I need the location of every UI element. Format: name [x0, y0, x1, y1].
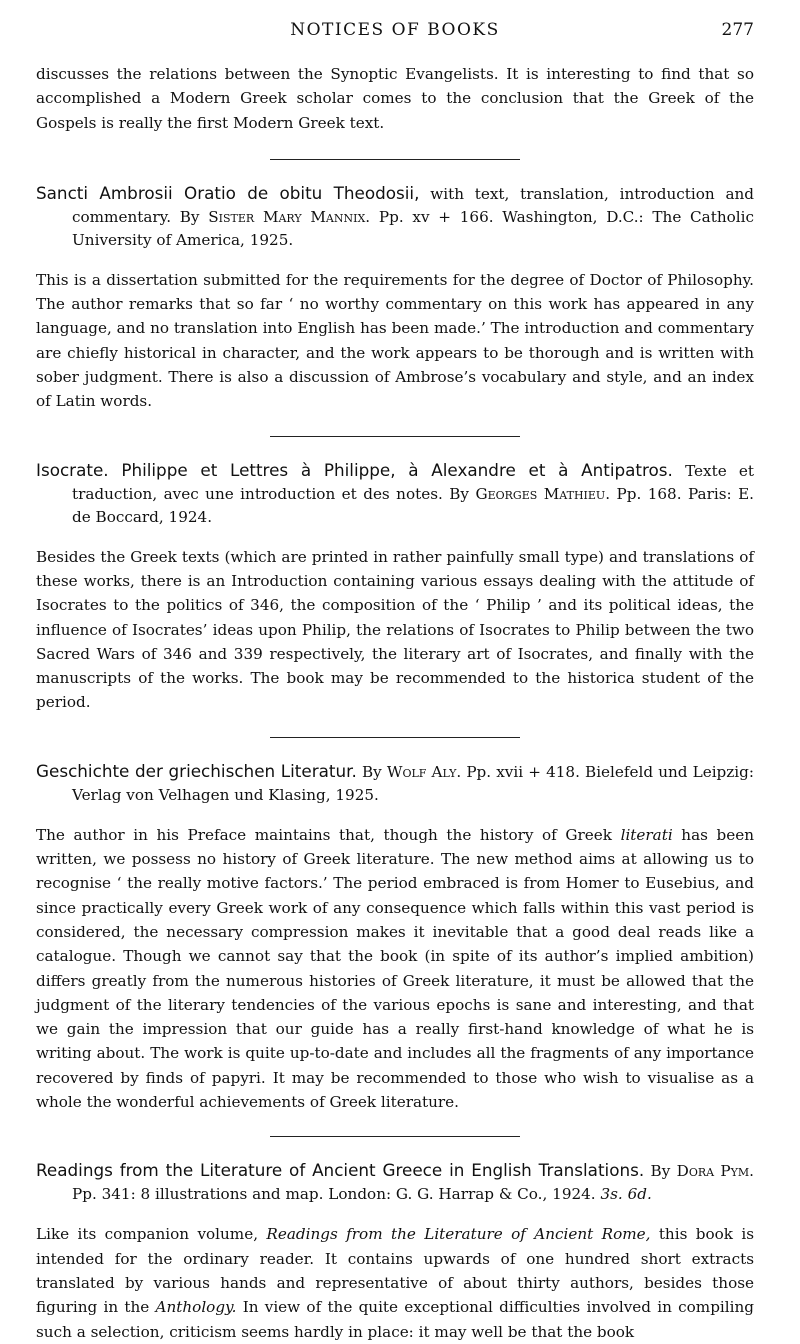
book-citation [36, 182, 754, 252]
book-notice [36, 459, 754, 715]
book-citation [36, 1159, 754, 1206]
review-text: The author in his Preface maintains that, though the history of Greek [36, 825, 621, 844]
page-number: 277 [721, 20, 754, 40]
review-text: this book is intended for the ordinary reader. It contains upwards of one hundred short extracts translated by various hands and representative of about thirty authors, besides those figuring in the [36, 1225, 755, 1317]
running-title: NOTICES OF BOOKS [290, 20, 500, 40]
section-divider [270, 436, 520, 437]
book-title: Geschichte der griechischen Literatur. [36, 760, 357, 781]
book-details: Pp. 341: 8 illustrations and map. London: G. G. Harrap & Co., 1924. [72, 1185, 601, 1204]
book-review: Besides the Greek texts (which are printed in rather painfully small type) and translations of these works, there is an Introduction containing various essays dealing with the attitude of Isocrates to the politics of 346, the composition of the ‘ Philip ’ and its political ideas, the influence of Isocrates’ ideas upon Philip, the relations of Isocrates to Philip between the two Sacred Wars of 346 and 339 respectively, the literary art of Isocrates, and finally with the manuscripts of the works. The book may be recommended to the historica student of the period. [36, 547, 754, 712]
book-details: Pp. xv + 166. Washington, D.C.: The Catholic University of America, 1925. [72, 207, 754, 249]
review-italic: Anthology. [155, 1298, 237, 1317]
book-author: Wolf Aly. [386, 762, 462, 781]
book-notice [36, 182, 754, 414]
review-text: Like its companion volume, [36, 1225, 267, 1244]
review-italic: literati [620, 825, 673, 844]
page [36, 18, 754, 1344]
book-details: Pp. xvii + 418. Bielefeld und Leipzig: Verlag von Velhagen und Klasing, 1925. [72, 762, 754, 804]
section-divider [270, 1136, 520, 1137]
book-author: Dora Pym. [676, 1162, 754, 1181]
book-author: Georges Mathieu. [475, 484, 611, 503]
book-subtitle: Texte et traduction, avec une introduction et des notes. By [72, 461, 754, 503]
book-title: Readings from the Literature of Ancient Greece in English Translations. [36, 1160, 645, 1181]
book-review [36, 1222, 754, 1343]
book-citation [36, 760, 754, 807]
book-citation [36, 459, 754, 529]
book-subtitle: By [356, 762, 387, 781]
section-divider [270, 737, 520, 738]
review-italic: Readings from the Literature of Ancient Rome, [266, 1225, 651, 1244]
book-title: Sancti Ambrosii Oratio de obitu Theodosii, [36, 182, 420, 203]
book-review [36, 823, 754, 1115]
book-price: 3s. 6d. [600, 1185, 652, 1204]
book-title: Isocrate. Philippe et Lettres à Philippe, à Alexandre et à Antipatros. [36, 459, 673, 480]
running-header [36, 18, 754, 48]
book-review: This is a dissertation submitted for the requirements for the degree of Doctor of Philosophy. The author remarks that so far ‘ no worthy commentary on this work has appeared in any language, and no translation into English has been made.’ The introduction and commentary are chiefly historical in character, and the work appears to be thorough and is written with sober judgment. There is also a discussion of Ambrose’s vocabulary and style, and an index of Latin words. [36, 270, 754, 411]
intro-paragraph: discusses the relations between the Synoptic Evangelists. It is interesting to find that so accomplished a Modern Greek scholar comes to the conclusion that the Greek of the Gospels is really the first Modern Greek text. [36, 65, 754, 132]
book-details: Pp. 168. Paris: E. de Boccard, 1924. [72, 484, 754, 526]
book-subtitle: By [644, 1162, 677, 1181]
book-author: Sister Mary Mannix. [208, 207, 371, 226]
review-text: In view of the quite exceptional difficulties involved in compiling such a selection, criticism seems hardly in place: it may well be that the book [36, 1298, 755, 1341]
book-subtitle: with text, translation, introduction and commentary. By [72, 184, 754, 226]
book-notice [36, 760, 754, 1115]
review-text: has been written, we possess no history of Greek literature. The new method aims at allowing us to recognise ‘ the really motive factors.’ The period embraced is from Homer to Eusebius, and since practically every Greek work of any consequence which falls within this vast period is considered, the necessary compression makes it inevitable that a good deal reads like a catalogue. Though we cannot say that the book (in spite of its author’s implied ambition) differs greatly from the numerous histories of Greek literature, it must be allowed that the judgment of the literary tendencies of the various epochs is sane and interesting, and that we gain the impression that our guide has a really first-hand knowledge of what he is writing about. The work is quite up-to-date and includes all the fragments of any importance recovered by finds of papyri. It may be recommended to those who wish to visualise as a whole the wonderful achievements of Greek literature. [36, 825, 755, 1112]
section-divider [270, 159, 520, 160]
